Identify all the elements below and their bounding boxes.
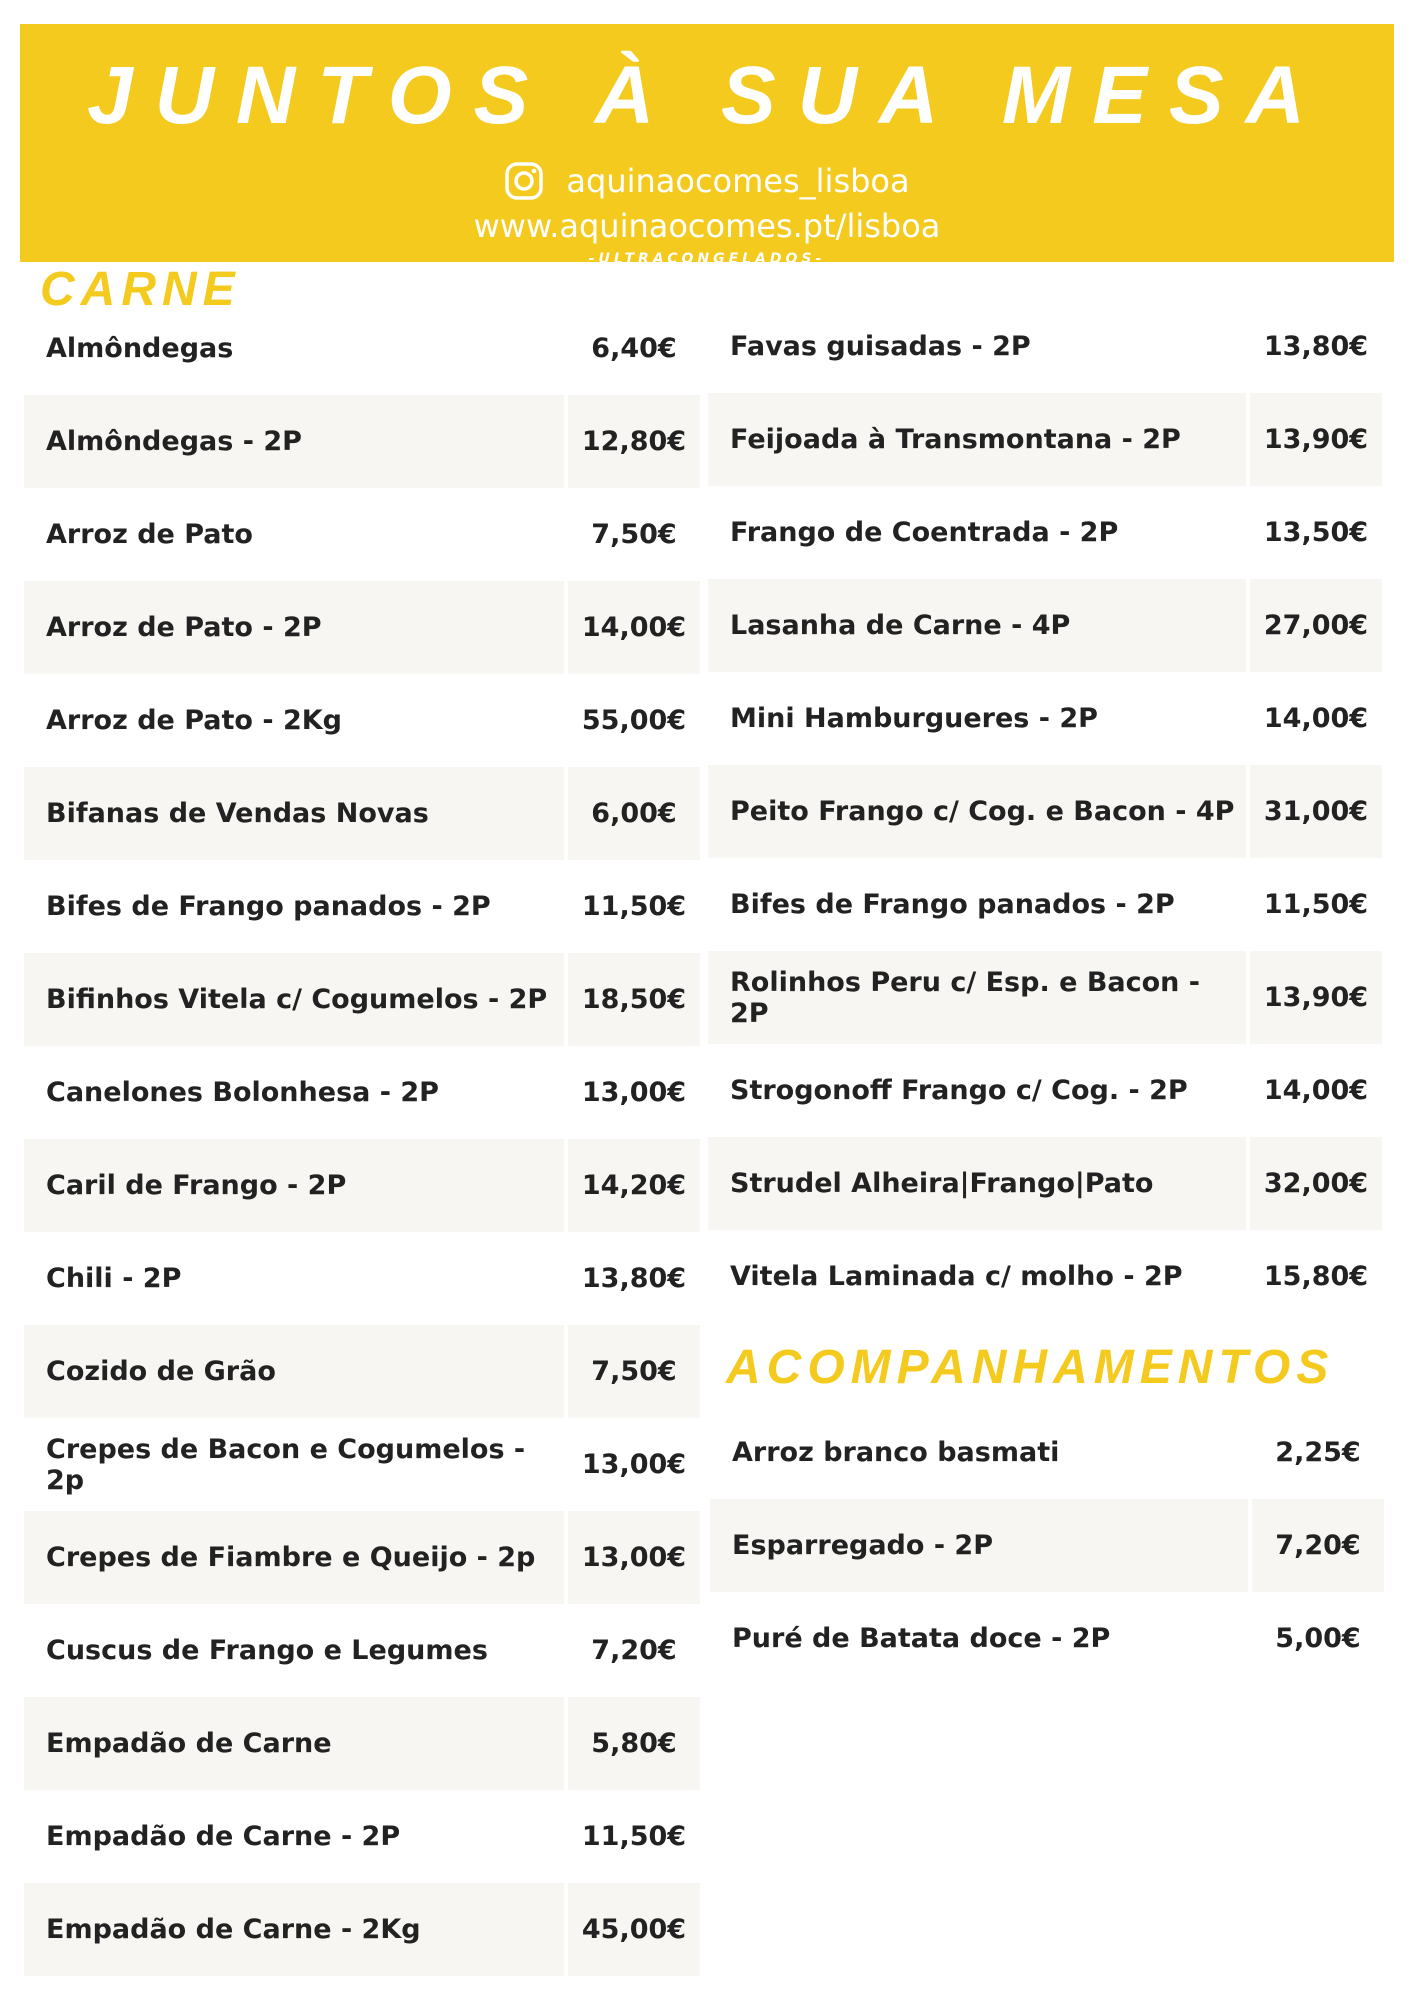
menu-item-row	[24, 581, 700, 674]
menu-item-row	[24, 1883, 700, 1976]
item-price: 13,00€	[581, 1449, 687, 1480]
item-price: 31,00€	[1250, 765, 1382, 858]
menu-item-row	[24, 1697, 700, 1790]
menu-item-row	[708, 1044, 1382, 1137]
menu-item-row	[24, 1511, 700, 1604]
menu-item-row	[24, 1139, 700, 1232]
item-price: 11,50€	[581, 1821, 687, 1852]
item-name: Strudel Alheira|Frango|Pato	[708, 1137, 1246, 1230]
item-name: Empadão de Carne - 2P	[46, 1821, 401, 1852]
item-name: Crepes de Fiambre e Queijo - 2p	[24, 1511, 564, 1604]
menu-item-row	[24, 1604, 700, 1697]
menu-item-row	[708, 300, 1382, 393]
item-name: Vitela Laminada c/ molho - 2P	[730, 1261, 1183, 1292]
menu-item-row	[708, 486, 1382, 579]
item-price: 7,20€	[591, 1635, 677, 1666]
menu-item-row	[708, 1230, 1382, 1323]
menu-item-row	[24, 488, 700, 581]
item-price: 13,80€	[581, 1263, 687, 1294]
menu-item-row	[708, 1137, 1382, 1230]
item-name: Crepes de Bacon e Cogumelos - 2p	[46, 1433, 526, 1496]
item-price: 14,00€	[1263, 1075, 1369, 1106]
menu-item-row	[24, 1790, 700, 1883]
item-price: 11,50€	[1263, 889, 1369, 920]
carne-continued-list	[708, 300, 1382, 1323]
menu-item-row	[710, 1499, 1384, 1592]
menu-item-row	[708, 765, 1382, 858]
item-name: Cuscus de Frango e Legumes	[46, 1635, 488, 1666]
menu-item-row	[24, 860, 700, 953]
item-price: 15,80€	[1263, 1261, 1369, 1292]
item-name: Bifes de Frango panados - 2P	[46, 891, 491, 922]
menu-item-row	[24, 395, 700, 488]
item-price: 5,00€	[1275, 1623, 1361, 1654]
item-name: Arroz de Pato - 2P	[24, 581, 564, 674]
menu-item-row	[24, 1046, 700, 1139]
section-title-carne: CARNE	[40, 263, 241, 316]
menu-item-row	[24, 302, 700, 395]
item-name: Chili - 2P	[46, 1263, 182, 1294]
website-link[interactable]: www.aquinaocomes.pt/lisboa	[473, 207, 941, 245]
item-name: Esparregado - 2P	[710, 1499, 1248, 1592]
item-price: 32,00€	[1250, 1137, 1382, 1230]
item-name: Caril de Frango - 2P	[24, 1139, 564, 1232]
item-price: 7,50€	[568, 1325, 700, 1418]
instagram-handle[interactable]: aquinaocomes_lisboa	[566, 162, 910, 200]
menu-item-row	[24, 953, 700, 1046]
menu-item-row	[24, 767, 700, 860]
item-price: 2,25€	[1275, 1437, 1361, 1468]
menu-item-row	[24, 1232, 700, 1325]
menu-item-row	[710, 1406, 1384, 1499]
item-price: 13,80€	[1263, 331, 1369, 362]
item-price: 5,80€	[568, 1697, 700, 1790]
item-name: Cozido de Grão	[24, 1325, 564, 1418]
item-name: Almôndegas	[46, 333, 234, 364]
menu-item-row	[24, 674, 700, 767]
menu-item-row	[24, 1418, 700, 1511]
item-name: Empadão de Carne - 2Kg	[24, 1883, 564, 1976]
section-title-acompanhamentos: ACOMPANHAMENTOS	[726, 1341, 1335, 1394]
item-price: 13,00€	[568, 1511, 700, 1604]
item-price: 27,00€	[1250, 579, 1382, 672]
item-price: 7,50€	[591, 519, 677, 550]
menu-title: JUNTOS À SUA MESA	[87, 50, 1327, 141]
menu-item-row	[24, 1325, 700, 1418]
item-name: Almôndegas - 2P	[24, 395, 564, 488]
menu-item-row	[708, 951, 1382, 1044]
item-name: Mini Hamburgueres - 2P	[730, 703, 1098, 734]
item-price: 13,00€	[581, 1077, 687, 1108]
item-name: Feijoada à Transmontana - 2P	[708, 393, 1246, 486]
item-price: 12,80€	[568, 395, 700, 488]
item-name: Bifes de Frango panados - 2P	[730, 889, 1175, 920]
item-name: Canelones Bolonhesa - 2P	[46, 1077, 439, 1108]
item-price: 14,20€	[568, 1139, 700, 1232]
item-price: 11,50€	[581, 891, 687, 922]
menu-item-row	[708, 672, 1382, 765]
item-name: Frango de Coentrada - 2P	[730, 517, 1119, 548]
menu-item-row	[708, 858, 1382, 951]
item-name: Arroz de Pato	[46, 519, 253, 550]
item-price: 6,00€	[568, 767, 700, 860]
item-name: Lasanha de Carne - 4P	[708, 579, 1246, 672]
item-name: Bifinhos Vitela c/ Cogumelos - 2P	[24, 953, 564, 1046]
item-name: Favas guisadas - 2P	[730, 331, 1031, 362]
header-banner	[20, 24, 1394, 267]
item-name: Peito Frango c/ Cog. e Bacon - 4P	[708, 765, 1246, 858]
instagram-icon	[504, 161, 544, 201]
tagline: -ULTRACONGELADOS-	[588, 251, 826, 267]
item-price: 14,00€	[1263, 703, 1369, 734]
item-name: Arroz branco basmati	[732, 1437, 1060, 1468]
acompanhamentos-list	[710, 1406, 1384, 1685]
item-price: 14,00€	[568, 581, 700, 674]
item-name: Empadão de Carne	[24, 1697, 564, 1790]
item-name: Bifanas de Vendas Novas	[24, 767, 564, 860]
carne-list	[24, 302, 700, 1976]
item-name: Puré de Batata doce - 2P	[732, 1623, 1111, 1654]
item-name: Arroz de Pato - 2Kg	[46, 705, 343, 736]
item-price: 45,00€	[568, 1883, 700, 1976]
item-price: 13,90€	[1250, 393, 1382, 486]
menu-item-row	[708, 393, 1382, 486]
item-price: 13,90€	[1250, 951, 1382, 1044]
instagram-row	[20, 156, 1394, 206]
item-price: 7,20€	[1252, 1499, 1384, 1592]
item-price: 13,50€	[1263, 517, 1369, 548]
menu-item-row	[710, 1592, 1384, 1685]
item-name: Strogonoff Frango c/ Cog. - 2P	[730, 1075, 1188, 1106]
item-price: 18,50€	[568, 953, 700, 1046]
item-price: 6,40€	[591, 333, 677, 364]
item-name: Rolinhos Peru c/ Esp. e Bacon - 2P	[708, 951, 1246, 1044]
item-price: 55,00€	[581, 705, 687, 736]
menu-item-row	[708, 579, 1382, 672]
